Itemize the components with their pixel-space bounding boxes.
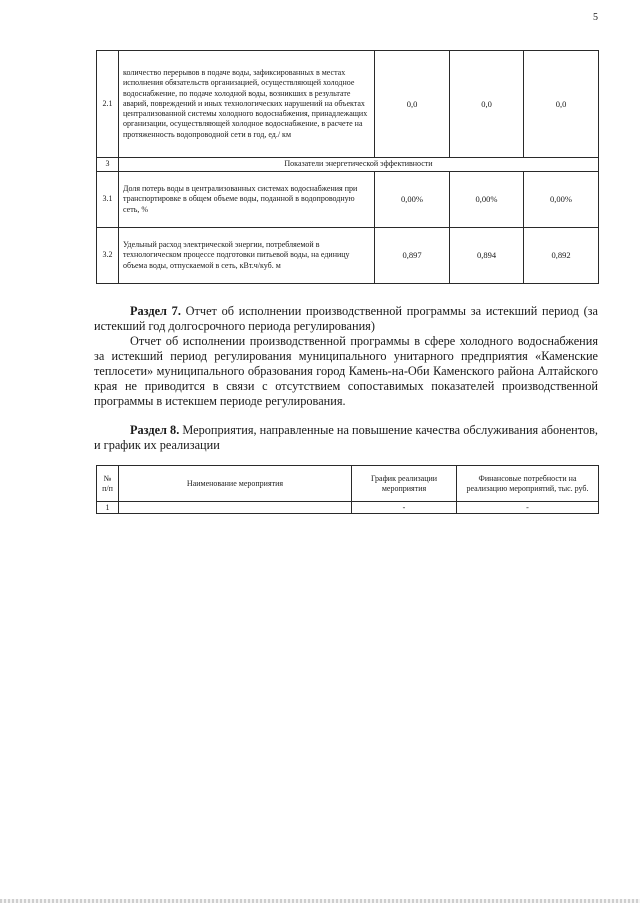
- row-number: 2.1: [97, 51, 119, 158]
- table-section-row: [97, 158, 599, 172]
- section-7-body: Отчет об исполнении производственной программы в сфере холодного водоснабжения за истекший период регулирования муниципального унитарного предприятия «Каменские теплосети» муниципального образования город Камень-на-Оби Каменского района Алтайского края не приводится в связи с отсутствием сопоставимых показателей производственной программы в истекшем периоде регулирования.: [94, 334, 598, 408]
- section-8-label: Раздел 8.: [130, 423, 180, 437]
- table-header-row: [97, 466, 599, 502]
- row-value-3: 0,892: [524, 228, 599, 284]
- section-7-heading: [94, 304, 598, 334]
- section-7-title: Отчет об исполнении производственной программы за истекший период (за истекший год долгосрочного периода регулирования): [94, 304, 598, 333]
- page-number: 5: [593, 12, 598, 23]
- section-8: [94, 423, 598, 453]
- section-7-label: Раздел 7.: [130, 304, 181, 318]
- section-8-title: Мероприятия, направленные на повышение качества обслуживания абонентов, и график их реализации: [94, 423, 598, 452]
- measures-table: [96, 465, 599, 514]
- indicators-table: [96, 50, 599, 284]
- row-value-1: 0,0: [375, 51, 450, 158]
- row-value-2: 0,00%: [450, 172, 524, 228]
- cell-schedule: -: [352, 502, 457, 514]
- row-number: 3: [97, 158, 119, 172]
- row-value-3: 0,0: [524, 51, 599, 158]
- table-row: [97, 51, 599, 158]
- section-7: [94, 304, 598, 409]
- header-schedule: График реализации мероприятия: [352, 466, 457, 502]
- row-description: количество перерывов в подаче воды, зафиксированных в местах исполнения обязательств организацией, осуществляющей холодное водоснабжение, по подаче холодной воды, возникших в результате аварий, повреждений и иных технологических нарушений на объектах централизованной системы холодного водоснабжения, принадлежащих организации, осуществляющей холодное водоснабжение, в расчете на протяженность водопроводной сети в год, ед./ км: [119, 51, 375, 158]
- row-value-1: 0,00%: [375, 172, 450, 228]
- row-description: Доля потерь воды в централизованных системах водоснабжения при транспортировке в общем объеме воды, поданной в водопроводную сеть, %: [119, 172, 375, 228]
- scan-edge: [0, 899, 640, 903]
- row-number: 3.2: [97, 228, 119, 284]
- row-number: 3.1: [97, 172, 119, 228]
- header-finance: Финансовые потребности на реализацию мероприятий, тыс. руб.: [457, 466, 599, 502]
- table-row: [97, 502, 599, 514]
- section-header: Показатели энергетической эффективности: [119, 158, 599, 172]
- cell-finance: -: [457, 502, 599, 514]
- row-value-2: 0,894: [450, 228, 524, 284]
- table-row: [97, 228, 599, 284]
- section-8-heading: [94, 423, 598, 453]
- table-row: [97, 172, 599, 228]
- row-description: Удельный расход электрической энергии, потребляемой в технологическом процессе подготовки питьевой воды, на единицу объема воды, отпускаемой в сеть, кВт.ч/куб. м: [119, 228, 375, 284]
- header-num: № п/п: [97, 466, 119, 502]
- row-value-1: 0,897: [375, 228, 450, 284]
- cell-num: 1: [97, 502, 119, 514]
- cell-name: [119, 502, 352, 514]
- row-value-3: 0,00%: [524, 172, 599, 228]
- row-value-2: 0,0: [450, 51, 524, 158]
- header-name: Наименование мероприятия: [119, 466, 352, 502]
